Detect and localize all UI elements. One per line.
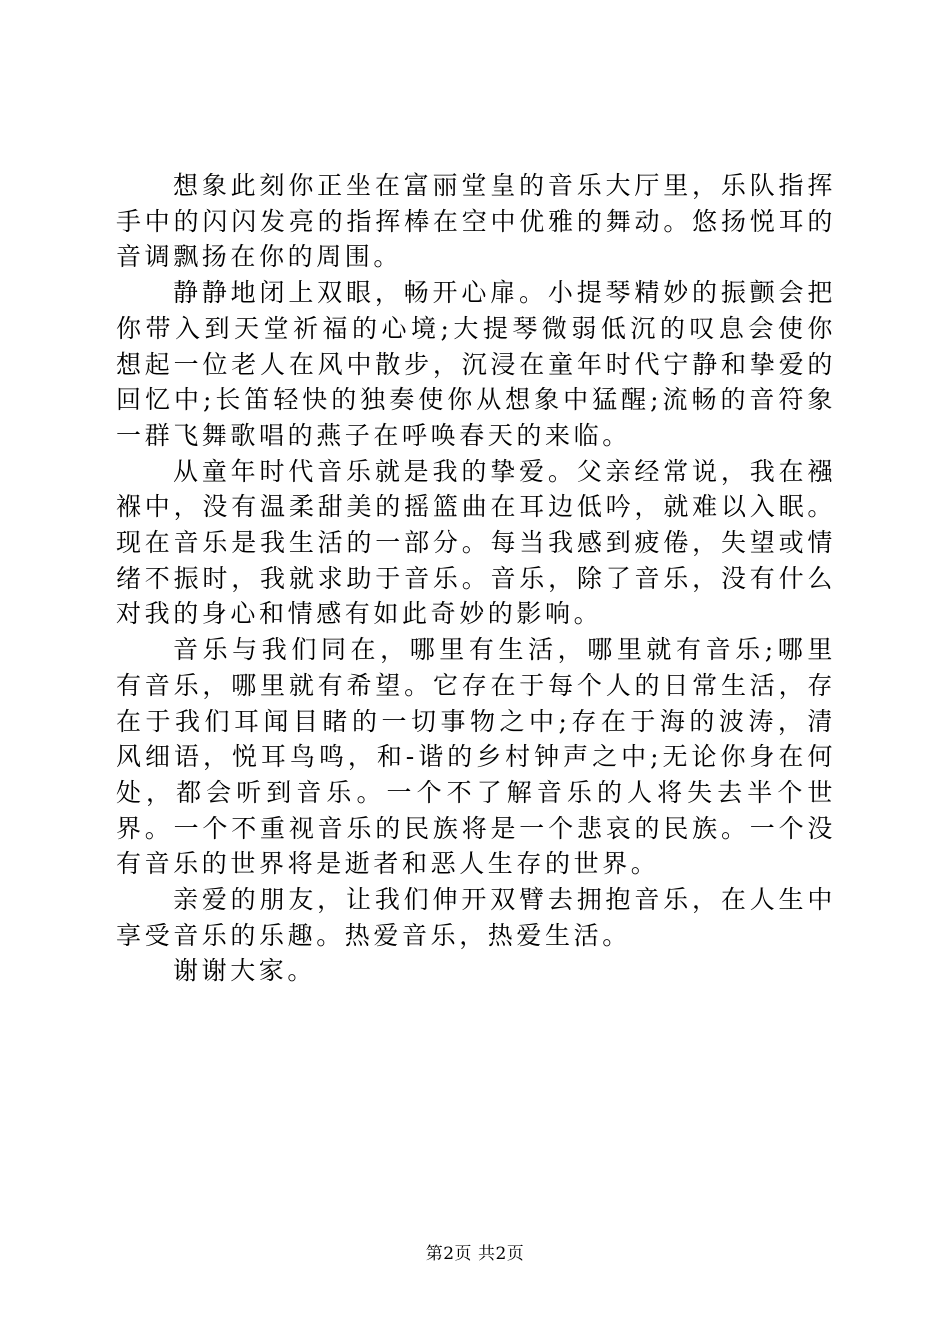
paragraph-1: 想象此刻你正坐在富丽堂皇的音乐大厅里，乐队指挥手中的闪闪发亮的指挥棒在空中优雅的舞动。悠扬悦耳的音调飘扬在你的周围。	[116, 171, 836, 272]
paragraph-3: 从童年时代音乐就是我的挚爱。父亲经常说，我在襁褓中，没有温柔甜美的摇篮曲在耳边低吟，就难以入眠。现在音乐是我生活的一部分。每当我感到疲倦，失望或情绪不振时，我就求助于音乐。音乐，除了音乐，没有什么对我的身心和情感有如此奇妙的影响。	[116, 456, 836, 629]
paragraph-5: 亲爱的朋友，让我们伸开双臂去拥抱音乐，在人生中享受音乐的乐趣。热爱音乐，热爱生活。	[116, 885, 836, 950]
page-footer: 第2页 共2页	[425, 1244, 525, 1264]
paragraph-4: 音乐与我们同在，哪里有生活，哪里就有音乐;哪里有音乐，哪里就有希望。它存在于每个人的日常生活，存在于我们耳闻目睹的一切事物之中;存在于海的波涛，清风细语，悦耳鸟鸣，和-谐的乡村钟声之中;无论你身在何处，都会听到音乐。一个不了解音乐的人将失去半个世界。一个不重视音乐的民族将是一个悲哀的民族。一个没有音乐的世界将是逝者和恶人生存的世界。	[116, 635, 836, 879]
document-body	[116, 168, 836, 989]
paragraph-2: 静静地闭上双眼，畅开心扉。小提琴精妙的振颤会把你带入到天堂祈福的心境;大提琴微弱低沉的叹息会使你想起一位老人在风中散步，沉浸在童年时代宁静和挚爱的回忆中;长笛轻快的独奏使你从想象中猛醒;流畅的音符象一群飞舞歌唱的燕子在呼唤春天的来临。	[116, 278, 836, 450]
paragraph-6: 谢谢大家。	[173, 956, 317, 986]
